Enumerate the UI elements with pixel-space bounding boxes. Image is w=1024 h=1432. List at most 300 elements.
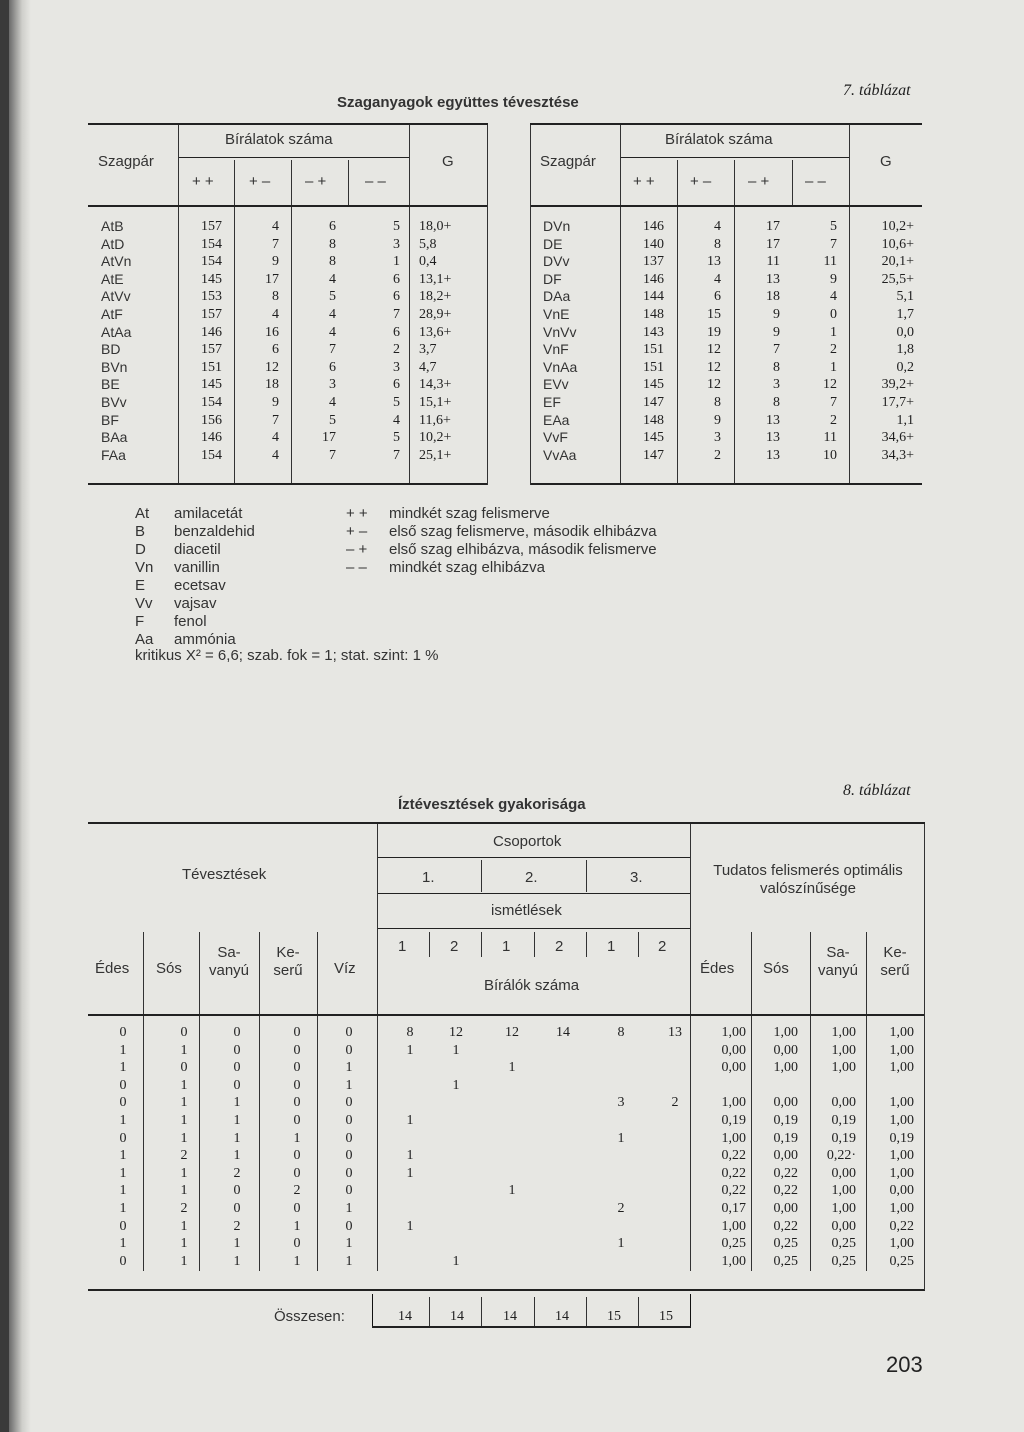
table-cell: 12: [449, 1025, 463, 1040]
table-cell: 7: [393, 447, 400, 463]
table-cell: [548, 1165, 578, 1183]
table-cell: + –: [346, 523, 368, 540]
total-g1-r1: 14: [398, 1309, 412, 1324]
table-cell: 0,00: [773, 1042, 798, 1058]
table-cell: 1: [180, 1253, 188, 1269]
table-cell: 1: [180, 1077, 188, 1093]
table-cell: 8: [714, 236, 721, 252]
table-cell: 13: [766, 430, 780, 446]
table-cell: [660, 1059, 690, 1077]
table-cell: 34,3+: [881, 447, 914, 463]
column-g2-r2: [548, 1024, 578, 1270]
table-cell: AtAa: [101, 323, 132, 340]
rule: [377, 928, 690, 929]
column-p-sour: [812, 1024, 856, 1270]
rule: [638, 1297, 639, 1327]
table-cell: 6: [714, 289, 721, 305]
header-repeat-number: 2: [555, 938, 564, 955]
table-cell: [548, 1094, 578, 1112]
table-cell: [395, 1077, 425, 1095]
table-cell: 1: [119, 1165, 127, 1181]
table-cell: [497, 1253, 527, 1271]
column-right-pairs: [543, 218, 618, 464]
table-cell: DE: [543, 235, 563, 252]
rule: [586, 1297, 587, 1327]
table-cell: [548, 1147, 578, 1165]
table-cell: 6: [393, 324, 400, 340]
table-cell: 1,00: [773, 1025, 798, 1040]
table-cell: 10: [823, 447, 837, 463]
legend-names: [174, 505, 255, 649]
header-bitter: Ke-: [276, 944, 300, 961]
table-cell: 0,25: [831, 1236, 856, 1252]
table-cell: 3: [393, 359, 400, 375]
table-cell: első szag felismerve, második elhibázva: [389, 523, 657, 540]
table-cell: 5: [393, 430, 400, 446]
table-cell: 0,2: [896, 359, 914, 375]
column-left-mp: [293, 218, 336, 464]
table-cell: 18: [265, 377, 279, 393]
table-cell: 0: [233, 1200, 241, 1216]
table-cell: 6: [329, 219, 336, 234]
header-pm: + –: [249, 173, 271, 190]
rule: [88, 1289, 925, 1291]
table-cell: 17: [322, 430, 336, 446]
table-cell: [441, 1147, 471, 1165]
table-cell: 0: [233, 1025, 241, 1040]
table-cell: 1,00: [721, 1025, 746, 1040]
table-cell: 1,00: [889, 1025, 914, 1040]
rule: [259, 1016, 260, 1271]
table-cell: DVn: [543, 218, 571, 234]
table-cell: 2: [180, 1200, 188, 1216]
rule: [348, 160, 349, 205]
table-cell: 154: [201, 236, 222, 252]
table-cell: 0,22·: [826, 1148, 856, 1164]
table-cell: [548, 1182, 578, 1200]
table-cell: Vn: [135, 559, 154, 576]
table-cell: 0,25: [831, 1253, 856, 1269]
table-cell: 146: [201, 430, 222, 446]
rule: [409, 207, 410, 483]
table-cell: 1,00: [889, 1060, 914, 1076]
table-cell: 4: [329, 306, 336, 322]
table-cell: 1: [233, 1112, 241, 1128]
table-cell: 1,00: [721, 1130, 746, 1146]
header-p-bitter: Ke-: [883, 944, 907, 961]
table-cell: 1,00: [831, 1025, 856, 1040]
table-cell: 148: [643, 412, 664, 428]
table-cell: 1,7: [896, 306, 914, 322]
table-cell: 8: [329, 236, 336, 252]
table-cell: 157: [201, 342, 222, 358]
table-cell: 0,22: [773, 1218, 798, 1234]
table-cell: 0,4: [419, 254, 437, 270]
table-cell: 1: [119, 1112, 127, 1128]
table-cell: VnAa: [543, 358, 578, 375]
table-cell: [497, 1200, 527, 1218]
column-g2-r1: [497, 1024, 527, 1270]
table-cell: ecetsav: [174, 577, 226, 594]
table-cell: vajsav: [174, 595, 217, 612]
table-cell: 3: [329, 377, 336, 393]
table-cell: D: [135, 541, 146, 558]
table-cell: [606, 1077, 636, 1095]
table-cell: 0: [345, 1095, 353, 1111]
table-cell: 0: [345, 1042, 353, 1058]
table-cell: DF: [543, 270, 562, 287]
rule: [178, 125, 179, 205]
table-cell: 7: [329, 447, 336, 463]
table-cell: 0: [345, 1112, 353, 1128]
table-cell: 0,00: [831, 1218, 856, 1234]
header-mp: – +: [305, 173, 327, 190]
book-spine-shadow: [0, 0, 9, 1432]
table-cell: 1: [293, 1130, 301, 1146]
table-cell: 2: [830, 342, 837, 358]
header-pp: + +: [633, 173, 655, 190]
column-left-pp: [180, 218, 222, 464]
rule: [534, 932, 535, 957]
table-cell: 7: [830, 236, 837, 252]
table-cell: [395, 1182, 425, 1200]
table-cell: 143: [643, 324, 664, 340]
table-cell: 1,00: [773, 1060, 798, 1076]
table-cell: 9: [272, 254, 279, 270]
table-cell: 2: [180, 1148, 188, 1164]
table-cell: 8: [406, 1025, 414, 1040]
table-cell: [548, 1059, 578, 1077]
column-p-sweet: [694, 1024, 746, 1270]
table-cell: 5: [329, 289, 336, 305]
table-cell: 0: [345, 1183, 353, 1199]
table-8-title: Íztévesztések gyakorisága: [398, 796, 586, 813]
table-cell: 145: [643, 377, 664, 393]
table-cell: 1,1: [896, 412, 914, 428]
table-cell: 1,00: [721, 1095, 746, 1111]
table-cell: 1: [180, 1112, 188, 1128]
legend-abbr: [135, 505, 153, 649]
rule: [88, 822, 925, 824]
rule: [586, 932, 587, 957]
table-cell: 34,6+: [881, 430, 914, 446]
table-8-label: 8. táblázat: [843, 782, 911, 799]
table-cell: 28,9+: [419, 306, 452, 322]
table-cell: 13: [668, 1025, 682, 1040]
table-cell: [753, 1077, 798, 1095]
total-g3-r1: 15: [607, 1309, 621, 1324]
table-cell: 1,00: [889, 1148, 914, 1164]
table-cell: benzaldehid: [174, 523, 255, 540]
table-cell: 7: [773, 342, 780, 358]
table-cell: B: [135, 523, 146, 540]
table-cell: 1: [345, 1077, 353, 1093]
column-right-g: [852, 218, 914, 464]
total-g2-r2: 14: [555, 1309, 569, 1324]
table-cell: [606, 1112, 636, 1130]
table-cell: 11: [823, 254, 837, 270]
table-cell: [660, 1165, 690, 1183]
table-cell: [548, 1218, 578, 1236]
table-cell: 17: [766, 236, 780, 252]
column-right-pm: [679, 218, 721, 464]
table-cell: 0: [345, 1148, 353, 1164]
table-cell: [660, 1147, 690, 1165]
table-cell: 0,0: [896, 324, 914, 340]
table-cell: F: [135, 613, 145, 630]
table-cell: [441, 1112, 471, 1130]
rule: [377, 824, 378, 1014]
column-salty: [169, 1024, 199, 1270]
header-pm: + –: [690, 173, 712, 190]
table-cell: 0,22: [721, 1183, 746, 1199]
table-cell: BAa: [101, 429, 128, 446]
table-cell: 0,22: [773, 1165, 798, 1181]
table-cell: 7: [830, 394, 837, 410]
table-cell: 4: [714, 219, 721, 234]
table-cell: 0: [119, 1025, 127, 1040]
table-cell: 151: [201, 359, 222, 375]
column-sour: [222, 1024, 252, 1270]
table-cell: 4: [714, 271, 721, 287]
page-number: 203: [886, 1352, 923, 1377]
table-cell: 1: [345, 1200, 353, 1216]
table-cell: 4,7: [419, 359, 437, 375]
table-cell: 0,00: [773, 1200, 798, 1216]
table-cell: 1: [119, 1042, 127, 1058]
table-cell: 1,00: [889, 1042, 914, 1058]
table-cell: 147: [643, 394, 664, 410]
header-optimal: Tudatos felismerés optimális valószínűsége: [713, 862, 903, 897]
table-cell: 8: [329, 254, 336, 270]
table-cell: [548, 1253, 578, 1271]
table-cell: 1: [119, 1183, 127, 1199]
header-errors: Tévesztések: [182, 866, 267, 883]
table-cell: 1: [508, 1060, 516, 1076]
header-groups: Csoportok: [493, 833, 562, 850]
table-cell: DAa: [543, 288, 571, 305]
table-cell: 15,1+: [419, 394, 452, 410]
table-cell: [812, 1077, 856, 1095]
rule: [677, 207, 678, 483]
table-cell: 1: [406, 1042, 414, 1058]
header-water: Víz: [334, 960, 356, 977]
table-cell: 4: [393, 412, 400, 428]
table-cell: 0,22: [773, 1183, 798, 1199]
rule: [377, 1016, 378, 1271]
table-cell: 0: [233, 1077, 241, 1093]
table-cell: 7: [272, 236, 279, 252]
table-cell: 0,00: [773, 1095, 798, 1111]
table-cell: 14,3+: [419, 377, 452, 393]
table-cell: 8: [714, 394, 721, 410]
table-cell: [660, 1182, 690, 1200]
table-cell: [395, 1253, 425, 1271]
rule: [409, 125, 410, 205]
rule: [88, 1014, 925, 1016]
table-cell: – +: [346, 541, 368, 558]
rule: [377, 893, 690, 894]
rule: [690, 1016, 691, 1271]
table-cell: [606, 1147, 636, 1165]
table-cell: [606, 1253, 636, 1271]
table-cell: 15: [707, 306, 721, 322]
book-spine-gradient: [9, 0, 31, 1432]
table-cell: 5,8: [419, 236, 437, 252]
table-cell: 0: [293, 1236, 301, 1252]
table-cell: 0,25: [721, 1236, 746, 1252]
table-cell: 4: [272, 306, 279, 322]
table-cell: 5: [393, 394, 400, 410]
table-cell: [660, 1077, 690, 1095]
table-cell: 1: [406, 1148, 414, 1164]
table-cell: 0: [119, 1253, 127, 1269]
table-cell: 11: [823, 430, 837, 446]
table-cell: 1: [406, 1218, 414, 1234]
table-cell: 25,5+: [881, 271, 914, 287]
table-cell: 17,7+: [881, 394, 914, 410]
table-cell: BVv: [101, 393, 127, 410]
table-cell: 0,00: [721, 1060, 746, 1076]
table-cell: 1: [233, 1130, 241, 1146]
table-cell: 1: [233, 1253, 241, 1269]
table-cell: 7: [393, 306, 400, 322]
table-cell: 1,00: [831, 1042, 856, 1058]
table-cell: 0: [830, 306, 837, 322]
header-p-salty: Sós: [763, 960, 789, 977]
table-cell: mindkét szag felismerve: [389, 505, 550, 522]
rule: [751, 932, 752, 1014]
table-cell: 145: [201, 271, 222, 287]
table-cell: 13: [766, 271, 780, 287]
table-cell: VvF: [543, 429, 568, 446]
rule: [317, 932, 318, 1014]
table-cell: 0: [345, 1130, 353, 1146]
header-repeat-number: 1: [398, 938, 407, 955]
column-g3-r1: [606, 1024, 636, 1270]
table-cell: 1: [180, 1236, 188, 1252]
table-cell: 0: [293, 1060, 301, 1076]
table-cell: BVn: [101, 358, 128, 375]
total-g1-r2: 14: [450, 1309, 464, 1324]
header-p-sour-2: vanyú: [817, 962, 859, 979]
table-cell: [660, 1200, 690, 1218]
table-cell: 1: [508, 1183, 516, 1199]
column-water: [334, 1024, 364, 1270]
table-cell: 0: [345, 1165, 353, 1181]
rule: [530, 125, 531, 485]
rule: [88, 123, 488, 125]
table-cell: 0,25: [773, 1253, 798, 1269]
header-sweet: Édes: [95, 960, 130, 977]
table-cell: 1: [180, 1130, 188, 1146]
header-g: G: [880, 153, 892, 170]
table-cell: 1,00: [831, 1200, 856, 1216]
table-cell: [660, 1042, 690, 1060]
table-cell: AtB: [101, 218, 124, 234]
table-cell: 157: [201, 306, 222, 322]
table-cell: 39,2+: [881, 377, 914, 393]
rule: [734, 207, 735, 483]
table-cell: 7: [272, 412, 279, 428]
rule: [372, 1294, 373, 1328]
table-cell: 4: [329, 324, 336, 340]
table-cell: [497, 1077, 527, 1095]
table-cell: [441, 1165, 471, 1183]
header-repeat-number: 2: [450, 938, 459, 955]
column-left-pm: [236, 218, 279, 464]
rule: [849, 125, 850, 205]
column-g1-r2: [441, 1024, 471, 1270]
rule: [88, 205, 488, 207]
rule: [866, 1016, 867, 1271]
table-cell: [395, 1094, 425, 1112]
table-cell: 5: [329, 412, 336, 428]
table-cell: 9: [773, 306, 780, 322]
table-cell: [548, 1112, 578, 1130]
table-cell: Aa: [135, 631, 154, 648]
rule: [530, 205, 922, 207]
table-cell: [497, 1094, 527, 1112]
table-cell: 1,00: [721, 1218, 746, 1234]
table-cell: VnE: [543, 305, 570, 322]
table-cell: 0,25: [773, 1236, 798, 1252]
table-cell: 6: [393, 377, 400, 393]
table-cell: 1: [830, 359, 837, 375]
table-cell: 0: [345, 1025, 353, 1040]
rule: [481, 860, 482, 892]
table-cell: [548, 1042, 578, 1060]
rule: [734, 160, 735, 205]
table-cell: 0,00: [773, 1148, 798, 1164]
legend-critical: kritikus X² = 6,6; szab. fok = 1; stat. szint: 1 %: [135, 647, 439, 664]
table-cell: 146: [643, 219, 664, 234]
table-cell: 0,00: [831, 1095, 856, 1111]
column-right-pp: [622, 218, 664, 464]
table-cell: AtF: [101, 305, 123, 322]
table-7-title: Szaganyagok együttes tévesztése: [337, 94, 579, 111]
table-cell: [395, 1235, 425, 1253]
column-left-pairs: [101, 218, 176, 464]
rule: [690, 1294, 691, 1328]
table-cell: 0: [293, 1200, 301, 1216]
table-cell: 145: [643, 430, 664, 446]
table-cell: 0: [293, 1112, 301, 1128]
table-cell: AtD: [101, 235, 125, 252]
table-cell: 0: [119, 1130, 127, 1146]
table-cell: E: [135, 577, 146, 594]
table-cell: EAa: [543, 411, 570, 428]
rule: [481, 932, 482, 957]
table-cell: 2: [393, 342, 400, 358]
table-cell: DVv: [543, 253, 570, 270]
table-cell: 148: [643, 306, 664, 322]
table-cell: 0,00: [889, 1183, 914, 1199]
header-sour-2: vanyú: [208, 962, 250, 979]
column-g3-r2: [660, 1024, 690, 1270]
table-cell: 9: [714, 412, 721, 428]
table-cell: diacetil: [174, 541, 221, 558]
table-cell: [497, 1112, 527, 1130]
table-cell: [395, 1130, 425, 1148]
table-cell: [441, 1059, 471, 1077]
rule: [530, 123, 922, 125]
table-cell: 0: [180, 1025, 188, 1040]
legend-signs: [346, 505, 368, 577]
table-cell: [606, 1165, 636, 1183]
table-cell: 0,22: [889, 1218, 914, 1234]
table-cell: 0: [119, 1218, 127, 1234]
